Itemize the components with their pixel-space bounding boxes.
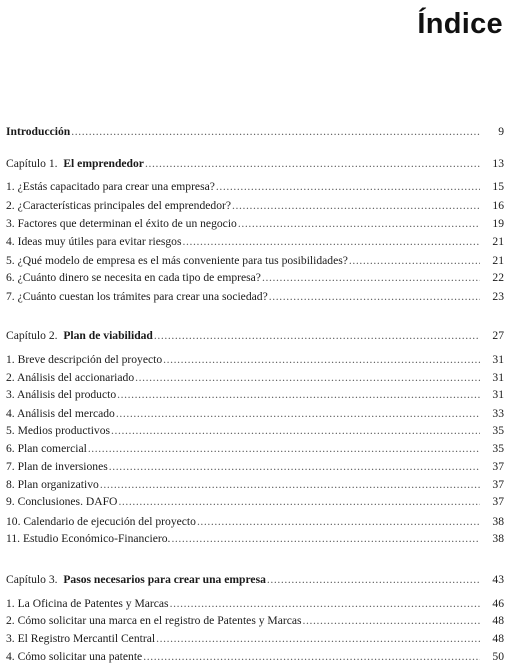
page-number: 27 (492, 329, 504, 342)
chapter-title: Pasos necesarios para crear una empresa (63, 573, 266, 586)
toc-entry-label: 11. Estudio Económico-Financiero. (6, 532, 171, 545)
dot-leader (269, 289, 480, 305)
toc-item-row[interactable] (6, 494, 504, 510)
dot-leader (118, 494, 480, 510)
dot-leader (163, 352, 480, 368)
toc-item-row[interactable] (6, 613, 504, 629)
toc-entry-label: 3. Análisis del producto (6, 388, 117, 401)
page-number: 23 (492, 290, 504, 303)
page-number: 43 (492, 573, 504, 586)
toc-entry-label: 7. Plan de inversiones (6, 460, 108, 473)
toc-item-row[interactable] (6, 270, 504, 286)
toc-entry-label (6, 572, 266, 588)
dot-leader (238, 216, 480, 232)
page-number: 37 (492, 460, 504, 473)
toc-entry-label: 10. Calendario de ejecución del proyecto (6, 515, 196, 528)
dot-leader (232, 198, 480, 214)
dot-leader (117, 387, 480, 403)
page-number: 15 (492, 180, 504, 193)
page-number: 31 (492, 353, 504, 366)
page-number: 31 (492, 371, 504, 384)
toc-entry-label: 2. Análisis del accionariado (6, 371, 135, 384)
toc-item-row[interactable] (6, 631, 504, 647)
page-number: 38 (492, 515, 504, 528)
toc-entry-label (6, 156, 144, 172)
dot-leader (109, 459, 480, 475)
toc-entry-label: 2. Cómo solicitar una marca en el registro de Patentes y Marcas (6, 614, 302, 627)
toc-entry-label: 4. Ideas muy útiles para evitar riesgos (6, 235, 182, 248)
toc-entry-label: 2. ¿Características principales del emprendedor? (6, 199, 232, 212)
toc-chapter-row[interactable] (6, 328, 504, 344)
toc-entry-label: 8. Plan organizativo (6, 478, 99, 491)
page-number: 48 (492, 614, 504, 627)
toc-chapter-row[interactable] (6, 572, 504, 588)
toc-item-row[interactable] (6, 531, 504, 547)
toc-item-row[interactable] (6, 423, 504, 439)
dot-leader (303, 613, 480, 629)
toc-intro-row[interactable] (6, 124, 504, 140)
dot-leader (116, 406, 480, 422)
dot-leader (143, 649, 480, 665)
dot-leader (171, 531, 480, 547)
page-title: Índice (417, 8, 503, 40)
chapter-prefix: Capítulo 3. (6, 573, 64, 586)
dot-leader (88, 441, 480, 457)
page-number: 48 (492, 632, 504, 645)
toc-item-row[interactable] (6, 234, 504, 250)
toc-item-row[interactable] (6, 596, 504, 612)
page-number: 16 (492, 199, 504, 212)
toc-entry-label: 7. ¿Cuánto cuestan los trámites para crear una sociedad? (6, 290, 268, 303)
dot-leader (262, 270, 480, 286)
toc-item-row[interactable] (6, 370, 504, 386)
page-number: 33 (492, 407, 504, 420)
dot-leader (216, 179, 480, 195)
chapter-title: Plan de viabilidad (63, 329, 153, 342)
page-number: 37 (492, 495, 504, 508)
dot-leader (71, 124, 480, 140)
toc-item-row[interactable] (6, 387, 504, 403)
toc-entry-label: 4. Análisis del mercado (6, 407, 115, 420)
page-number: 31 (492, 388, 504, 401)
toc-item-row[interactable] (6, 253, 504, 269)
toc-entry-label: 1. Breve descripción del proyecto (6, 353, 163, 366)
page-number: 46 (492, 597, 504, 610)
toc-chapter-row[interactable] (6, 156, 504, 172)
dot-leader (100, 477, 480, 493)
toc-item-row[interactable] (6, 289, 504, 305)
dot-leader (154, 328, 480, 344)
toc-item-row[interactable] (6, 649, 504, 665)
toc-item-row[interactable] (6, 179, 504, 195)
chapter-title: El emprendedor (63, 157, 144, 170)
dot-leader (197, 514, 480, 530)
toc-entry-label: 3. El Registro Mercantil Central (6, 632, 156, 645)
chapter-prefix: Capítulo 2. (6, 329, 64, 342)
dot-leader (349, 253, 480, 269)
page-number: 50 (492, 650, 504, 663)
toc-entry-label (6, 328, 153, 344)
dot-leader (182, 234, 480, 250)
chapter-prefix: Capítulo 1. (6, 157, 64, 170)
page-number: 21 (492, 254, 504, 267)
page-number: 13 (492, 157, 504, 170)
dot-leader (156, 631, 480, 647)
toc-item-row[interactable] (6, 441, 504, 457)
toc-entry-label: 1. La Oficina de Patentes y Marcas (6, 597, 169, 610)
page-number: 35 (492, 442, 504, 455)
toc-item-row[interactable] (6, 352, 504, 368)
dot-leader (170, 596, 480, 612)
toc-item-row[interactable] (6, 198, 504, 214)
toc-entry-label: 4. Cómo solicitar una patente (6, 650, 143, 663)
toc-entry-label: 3. Factores que determinan el éxito de un negocio (6, 217, 237, 230)
toc-item-row[interactable] (6, 459, 504, 475)
page-number: 37 (492, 478, 504, 491)
page-number: 19 (492, 217, 504, 230)
toc-entry-label: 9. Conclusiones. DAFO (6, 495, 118, 508)
toc-entry-label: 6. Plan comercial (6, 442, 87, 455)
dot-leader (111, 423, 480, 439)
page-number: 38 (492, 532, 504, 545)
page-number: 21 (492, 235, 504, 248)
toc-item-row[interactable] (6, 477, 504, 493)
toc-entry-label: 5. ¿Qué modelo de empresa es el más conveniente para tus posibilidades? (6, 254, 348, 267)
toc-item-row[interactable] (6, 406, 504, 422)
toc-entry-label: 5. Medios productivos (6, 424, 111, 437)
toc-item-row[interactable] (6, 216, 504, 232)
page-number: 9 (498, 125, 504, 138)
dot-leader (135, 370, 480, 386)
dot-leader (267, 572, 480, 588)
page-number: 22 (492, 271, 504, 284)
toc-entry-label: 6. ¿Cuánto dinero se necesita en cada tipo de empresa? (6, 271, 261, 284)
dot-leader (145, 156, 480, 172)
page-number: 35 (492, 424, 504, 437)
toc-entry-label: Introducción (6, 125, 71, 138)
toc-entry-label: 1. ¿Estás capacitado para crear una empresa? (6, 180, 215, 193)
toc-item-row[interactable] (6, 514, 504, 530)
